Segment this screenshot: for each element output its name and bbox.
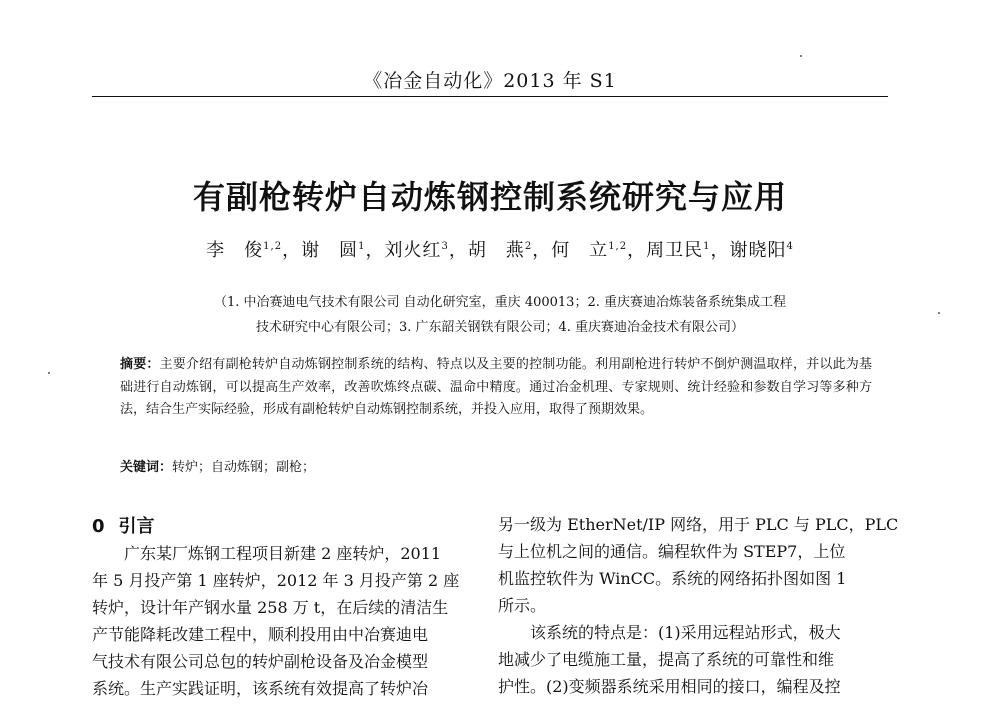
author-affil-sup: 2: [524, 241, 533, 252]
body-line: 广东某厂炼钢工程项目新建 2 座转炉，2011: [124, 544, 442, 563]
body-line: 所示。: [498, 596, 547, 615]
author-affil-sup: 3: [441, 241, 449, 252]
author-name: 刘火红: [384, 240, 442, 261]
scan-speck: [938, 312, 940, 314]
body-line: 系统。生产实践证明，该系统有效提高了转炉冶: [92, 679, 429, 698]
author-affil-sup: 4: [786, 241, 794, 252]
right-column: [498, 511, 899, 700]
author-name: 周卫民: [646, 240, 704, 261]
body-line: 年 5 月投产第 1 座转炉，2012 年 3 月投产第 2 座: [92, 571, 460, 590]
left-column: [92, 540, 480, 702]
body-line: 地减少了电缆施工量，提高了系统的可靠性和维: [498, 650, 835, 669]
scan-speck: [48, 372, 50, 374]
keywords-label: 关键词：: [120, 460, 173, 475]
body-line: 转炉，设计年产钢水量 258 万 t，在后续的清洁生: [92, 598, 449, 617]
abstract-label: 摘要：: [120, 357, 160, 372]
body-line: 机监控软件为 WinCC。系统的网络拓扑图如图 1: [498, 569, 847, 588]
author-name: 何 立: [551, 240, 609, 261]
journal-header: 《冶金自动化》2013 年 S1: [363, 70, 617, 92]
body-line: 该系统的特点是：(1)采用远程站形式，极大: [530, 623, 841, 642]
affiliation-line: （1. 中冶赛迪电气技术有限公司 自动化研究室，重庆 400013；2. 重庆赛迪冶炼装备系统集成工程: [214, 295, 786, 310]
abstract: [120, 354, 872, 422]
section-heading: [92, 512, 155, 538]
author-name: 李 俊: [206, 240, 264, 261]
abstract-text: 主要介绍有副枪转炉自动炼钢控制系统的结构、特点以及主要的控制功能。利用副枪进行转炉不倒炉测温取样，并以此为基础进行自动炼钢，可以提高生产效率，改善吹炼终点碳、温命中精度。通过冶金机理、专家规则、统计经验和参数自学习等多种方法，结合生产实际经验，形成有副枪转炉自动炼钢控制系统，并投入应用，取得了预期效果。: [120, 357, 872, 417]
keywords: [120, 457, 872, 479]
author-affil-sup: 1,2: [608, 241, 628, 252]
body-line: 护性。(2)变频器系统采用相同的接口，编程及控: [498, 677, 841, 696]
author-name: 谢 圆: [301, 240, 359, 261]
body-line: 另一级为 EtherNet/IP 网络，用于 PLC 与 PLC，PLC: [498, 515, 899, 534]
author-name: 谢晓阳: [729, 240, 787, 261]
keywords-text: 转炉；自动炼钢；副枪；: [172, 460, 316, 475]
author-name: 胡 燕: [467, 240, 525, 261]
section-number: 0: [92, 516, 105, 537]
paper-title: 有副枪转炉自动炼钢控制系统研究与应用: [192, 178, 787, 216]
body-line: 气技术有限公司总包的转炉副枪设备及冶金模型: [92, 652, 429, 671]
body-line: 产节能降耗改建工程中，顺利投用由中冶赛迪电: [92, 625, 429, 644]
author-affil-sup: 1: [358, 241, 366, 252]
header-rule: [92, 96, 888, 97]
body-line: 与上位机之间的通信。编程软件为 STEP7，上位: [498, 542, 846, 561]
scan-speck: [800, 55, 802, 57]
affiliation-line: 技术研究中心有限公司；3. 广东韶关钢铁有限公司；4. 重庆赛迪冶金技术有限公司）: [255, 320, 745, 335]
author-affil-sup: 1: [703, 241, 711, 252]
author-list: 李 俊$^{1,2}$，谢 圆$^1$，刘火红$^3$，胡 燕$^2$，何 立$^{1,2}$，周卫民$^1$，谢晓阳$^4$: [206, 240, 794, 261]
author-affil-sup: 1,2: [263, 241, 283, 252]
section-title: 引言: [118, 516, 155, 537]
